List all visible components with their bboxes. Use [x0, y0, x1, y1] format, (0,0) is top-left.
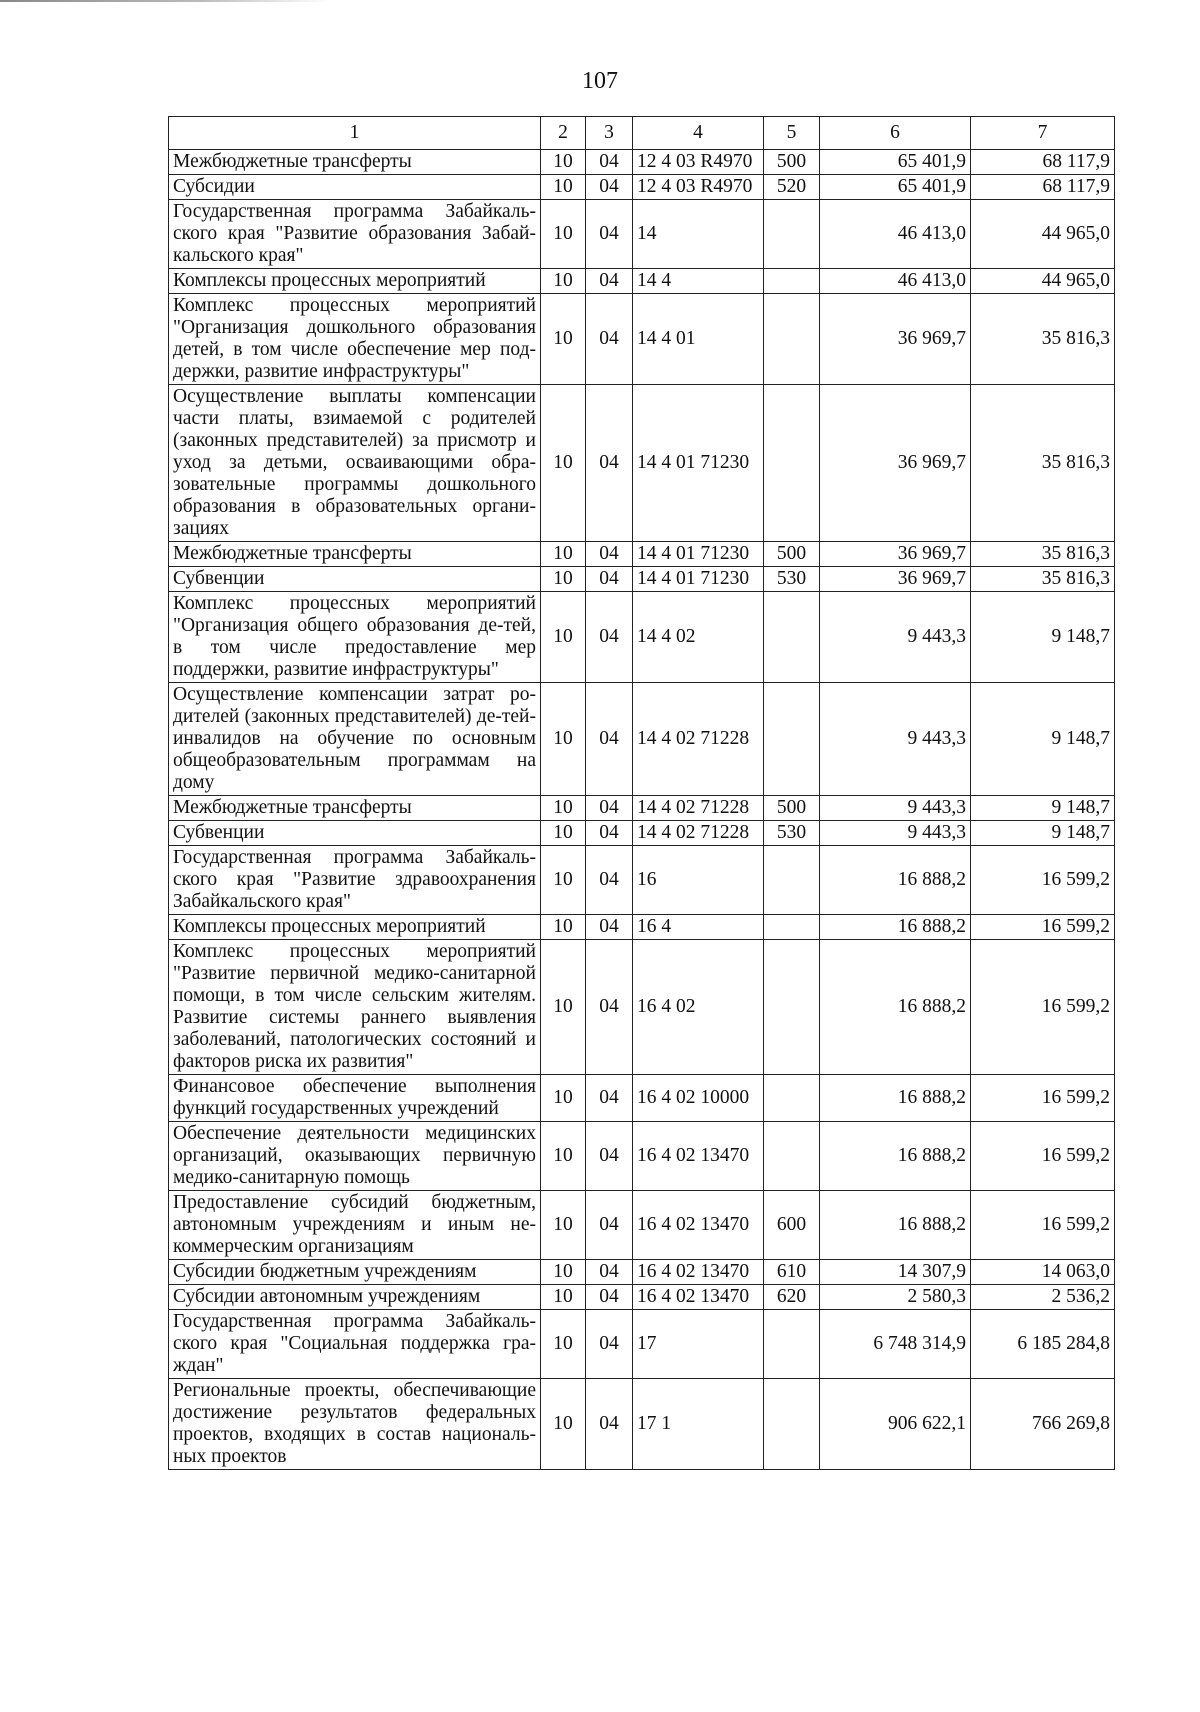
row-section-cell: 10 [541, 542, 586, 567]
row-amount-col7-cell: 9 148,7 [971, 683, 1115, 796]
row-amount-col6-cell: 9 443,3 [820, 821, 971, 846]
row-target-article-cell: 16 4 02 10000 [633, 1075, 764, 1122]
row-subsection-cell: 04 [586, 1122, 633, 1191]
row-section-cell: 10 [541, 150, 586, 175]
row-amount-col7-cell: 35 816,3 [971, 567, 1115, 592]
row-section-cell: 10 [541, 915, 586, 940]
row-subsection-cell: 04 [586, 1310, 633, 1379]
row-subsection-cell: 04 [586, 294, 633, 385]
row-target-article-cell: 16 4 02 13470 [633, 1191, 764, 1260]
row-target-article-cell: 14 4 [633, 269, 764, 294]
row-name-cell: Обеспечение деятельности медицинских организаций, оказывающих первичную медико-санитарную помощь [169, 1122, 541, 1191]
row-amount-col7-cell: 35 816,3 [971, 294, 1115, 385]
row-target-article-cell: 16 4 02 [633, 940, 764, 1075]
row-target-article-cell: 17 1 [633, 1379, 764, 1470]
row-amount-col6-cell: 36 969,7 [820, 567, 971, 592]
row-amount-col6-cell: 9 443,3 [820, 592, 971, 683]
row-name-cell: Осуществление выплаты компенсации части платы, взимаемой с родителей (законных представителей) за присмотр и уход за детьми, осваивающими обра-зовательные программы дошкольного образования в образовательных органи-зациях [169, 385, 541, 542]
table-row [169, 542, 1115, 567]
row-target-article-cell: 14 [633, 200, 764, 269]
header-col-5: 5 [764, 117, 820, 150]
table-row [169, 385, 1115, 542]
table-row [169, 567, 1115, 592]
row-subsection-cell: 04 [586, 1075, 633, 1122]
row-amount-col7-cell: 6 185 284,8 [971, 1310, 1115, 1379]
row-amount-col7-cell: 44 965,0 [971, 200, 1115, 269]
table-row [169, 1122, 1115, 1191]
row-name-cell: Комплексы процессных мероприятий [169, 915, 541, 940]
table-row [169, 269, 1115, 294]
row-amount-col7-cell: 16 599,2 [971, 915, 1115, 940]
table-row [169, 796, 1115, 821]
row-subsection-cell: 04 [586, 940, 633, 1075]
row-section-cell: 10 [541, 796, 586, 821]
scan-edge-line [0, 0, 330, 2]
row-expense-type-cell [764, 1075, 820, 1122]
row-expense-type-cell: 620 [764, 1285, 820, 1310]
header-col-1: 1 [169, 117, 541, 150]
row-name-cell: Субвенции [169, 567, 541, 592]
row-target-article-cell: 17 [633, 1310, 764, 1379]
row-target-article-cell: 14 4 02 71228 [633, 821, 764, 846]
row-section-cell: 10 [541, 385, 586, 542]
header-col-3: 3 [586, 117, 633, 150]
header-col-4: 4 [633, 117, 764, 150]
row-section-cell: 10 [541, 846, 586, 915]
row-amount-col6-cell: 46 413,0 [820, 200, 971, 269]
row-subsection-cell: 04 [586, 1379, 633, 1470]
row-section-cell: 10 [541, 1075, 586, 1122]
row-amount-col7-cell: 68 117,9 [971, 175, 1115, 200]
row-expense-type-cell [764, 385, 820, 542]
row-amount-col7-cell: 16 599,2 [971, 940, 1115, 1075]
row-name-cell: Предоставление субсидий бюджетным, автономным учреждениям и иным не-коммерческим организациям [169, 1191, 541, 1260]
row-expense-type-cell [764, 915, 820, 940]
row-name-cell: Осуществление компенсации затрат ро-дителей (законных представителей) де-тей-инвалидов на обучение по основным общеобразовательным программам на дому [169, 683, 541, 796]
row-name-cell: Комплекс процессных мероприятий "Организация дошкольного образования детей, в том числе обеспечение мер под-держки, развитие инфраструктуры" [169, 294, 541, 385]
row-amount-col6-cell: 65 401,9 [820, 175, 971, 200]
row-expense-type-cell: 600 [764, 1191, 820, 1260]
row-amount-col6-cell: 16 888,2 [820, 940, 971, 1075]
row-section-cell: 10 [541, 1310, 586, 1379]
row-subsection-cell: 04 [586, 175, 633, 200]
row-section-cell: 10 [541, 940, 586, 1075]
table-row [169, 592, 1115, 683]
row-expense-type-cell [764, 940, 820, 1075]
row-section-cell: 10 [541, 1122, 586, 1191]
row-amount-col6-cell: 36 969,7 [820, 294, 971, 385]
row-amount-col7-cell: 16 599,2 [971, 1075, 1115, 1122]
row-amount-col6-cell: 16 888,2 [820, 1191, 971, 1260]
row-target-article-cell: 14 4 01 71230 [633, 542, 764, 567]
table-row [169, 1075, 1115, 1122]
row-expense-type-cell [764, 846, 820, 915]
row-expense-type-cell [764, 1310, 820, 1379]
row-section-cell: 10 [541, 683, 586, 796]
row-amount-col7-cell: 16 599,2 [971, 1122, 1115, 1191]
row-target-article-cell: 14 4 02 [633, 592, 764, 683]
row-amount-col7-cell: 14 063,0 [971, 1260, 1115, 1285]
row-name-cell: Субсидии автономным учреждениям [169, 1285, 541, 1310]
row-amount-col7-cell: 9 148,7 [971, 821, 1115, 846]
row-amount-col6-cell: 14 307,9 [820, 1260, 971, 1285]
row-target-article-cell: 14 4 02 71228 [633, 796, 764, 821]
table-row [169, 1310, 1115, 1379]
row-name-cell: Субсидии бюджетным учреждениям [169, 1260, 541, 1285]
row-expense-type-cell: 530 [764, 567, 820, 592]
row-target-article-cell: 16 4 [633, 915, 764, 940]
row-name-cell: Финансовое обеспечение выполнения функций государственных учреждений [169, 1075, 541, 1122]
row-subsection-cell: 04 [586, 1285, 633, 1310]
row-section-cell: 10 [541, 1285, 586, 1310]
row-target-article-cell: 12 4 03 R4970 [633, 150, 764, 175]
row-subsection-cell: 04 [586, 567, 633, 592]
table-row [169, 846, 1115, 915]
row-subsection-cell: 04 [586, 385, 633, 542]
row-name-cell: Комплекс процессных мероприятий "Развитие первичной медико-санитарной помощи, в том числе сельским жителям. Развитие системы раннего выявления заболеваний, патологических состояний и факторов риска их развития" [169, 940, 541, 1075]
row-amount-col7-cell: 68 117,9 [971, 150, 1115, 175]
row-name-cell: Государственная программа Забайкаль-ского края "Развитие образования Забай-кальского края" [169, 200, 541, 269]
row-expense-type-cell: 500 [764, 542, 820, 567]
row-amount-col6-cell: 16 888,2 [820, 1122, 971, 1191]
row-section-cell: 10 [541, 294, 586, 385]
row-section-cell: 10 [541, 175, 586, 200]
row-amount-col6-cell: 16 888,2 [820, 1075, 971, 1122]
row-amount-col6-cell: 16 888,2 [820, 915, 971, 940]
row-section-cell: 10 [541, 200, 586, 269]
table-row [169, 940, 1115, 1075]
row-section-cell: 10 [541, 1379, 586, 1470]
table-row [169, 294, 1115, 385]
table-row [169, 1260, 1115, 1285]
row-expense-type-cell [764, 1122, 820, 1191]
row-target-article-cell: 14 4 01 71230 [633, 567, 764, 592]
row-target-article-cell: 16 4 02 13470 [633, 1260, 764, 1285]
row-subsection-cell: 04 [586, 150, 633, 175]
row-subsection-cell: 04 [586, 542, 633, 567]
row-amount-col7-cell: 9 148,7 [971, 592, 1115, 683]
row-target-article-cell: 14 4 02 71228 [633, 683, 764, 796]
table-row [169, 1379, 1115, 1470]
row-amount-col7-cell: 766 269,8 [971, 1379, 1115, 1470]
table-row [169, 1285, 1115, 1310]
row-amount-col6-cell: 16 888,2 [820, 846, 971, 915]
row-name-cell: Комплексы процессных мероприятий [169, 269, 541, 294]
row-expense-type-cell [764, 294, 820, 385]
header-row [169, 117, 1115, 150]
row-amount-col6-cell: 9 443,3 [820, 683, 971, 796]
row-expense-type-cell: 500 [764, 150, 820, 175]
header-col-2: 2 [541, 117, 586, 150]
table-row [169, 175, 1115, 200]
row-expense-type-cell [764, 200, 820, 269]
row-subsection-cell: 04 [586, 269, 633, 294]
row-amount-col7-cell: 2 536,2 [971, 1285, 1115, 1310]
row-subsection-cell: 04 [586, 592, 633, 683]
table-row [169, 915, 1115, 940]
row-expense-type-cell: 520 [764, 175, 820, 200]
row-subsection-cell: 04 [586, 1191, 633, 1260]
row-amount-col6-cell: 906 622,1 [820, 1379, 971, 1470]
table-row [169, 200, 1115, 269]
row-amount-col7-cell: 44 965,0 [971, 269, 1115, 294]
row-section-cell: 10 [541, 269, 586, 294]
row-amount-col7-cell: 16 599,2 [971, 846, 1115, 915]
row-expense-type-cell [764, 683, 820, 796]
row-amount-col6-cell: 2 580,3 [820, 1285, 971, 1310]
header-col-6: 6 [820, 117, 971, 150]
row-target-article-cell: 16 4 02 13470 [633, 1285, 764, 1310]
row-subsection-cell: 04 [586, 796, 633, 821]
row-amount-col6-cell: 9 443,3 [820, 796, 971, 821]
table-body [169, 150, 1115, 1470]
row-name-cell: Комплекс процессных мероприятий "Организация общего образования де-тей, в том числе предоставление мер поддержки, развитие инфраструктуры" [169, 592, 541, 683]
row-amount-col7-cell: 35 816,3 [971, 542, 1115, 567]
row-section-cell: 10 [541, 567, 586, 592]
row-target-article-cell: 14 4 01 71230 [633, 385, 764, 542]
row-amount-col6-cell: 36 969,7 [820, 385, 971, 542]
row-subsection-cell: 04 [586, 1260, 633, 1285]
row-section-cell: 10 [541, 1260, 586, 1285]
row-subsection-cell: 04 [586, 915, 633, 940]
row-name-cell: Субвенции [169, 821, 541, 846]
row-target-article-cell: 16 4 02 13470 [633, 1122, 764, 1191]
row-subsection-cell: 04 [586, 200, 633, 269]
row-target-article-cell: 12 4 03 R4970 [633, 175, 764, 200]
row-section-cell: 10 [541, 821, 586, 846]
row-amount-col6-cell: 65 401,9 [820, 150, 971, 175]
row-expense-type-cell: 530 [764, 821, 820, 846]
row-target-article-cell: 14 4 01 [633, 294, 764, 385]
row-name-cell: Государственная программа Забайкаль-ского края "Развитие здравоохранения Забайкальского края" [169, 846, 541, 915]
row-name-cell: Субсидии [169, 175, 541, 200]
row-expense-type-cell [764, 269, 820, 294]
header-col-7: 7 [971, 117, 1115, 150]
row-name-cell: Региональные проекты, обеспечивающие достижение результатов федеральных проектов, входящих в состав националь-ных проектов [169, 1379, 541, 1470]
row-target-article-cell: 16 [633, 846, 764, 915]
table-row [169, 821, 1115, 846]
row-amount-col6-cell: 46 413,0 [820, 269, 971, 294]
row-expense-type-cell [764, 1379, 820, 1470]
row-expense-type-cell [764, 592, 820, 683]
row-amount-col6-cell: 36 969,7 [820, 542, 971, 567]
table-row [169, 1191, 1115, 1260]
row-amount-col6-cell: 6 748 314,9 [820, 1310, 971, 1379]
row-amount-col7-cell: 16 599,2 [971, 1191, 1115, 1260]
row-expense-type-cell: 500 [764, 796, 820, 821]
row-expense-type-cell: 610 [764, 1260, 820, 1285]
row-amount-col7-cell: 35 816,3 [971, 385, 1115, 542]
row-subsection-cell: 04 [586, 683, 633, 796]
table-row [169, 150, 1115, 175]
row-amount-col7-cell: 9 148,7 [971, 796, 1115, 821]
row-subsection-cell: 04 [586, 846, 633, 915]
row-subsection-cell: 04 [586, 821, 633, 846]
table-row [169, 683, 1115, 796]
row-name-cell: Межбюджетные трансферты [169, 150, 541, 175]
row-section-cell: 10 [541, 1191, 586, 1260]
row-name-cell: Государственная программа Забайкаль-ского края "Социальная поддержка гра-ждан" [169, 1310, 541, 1379]
page-number: 107 [582, 68, 618, 94]
row-section-cell: 10 [541, 592, 586, 683]
budget-table [168, 116, 1115, 1470]
row-name-cell: Межбюджетные трансферты [169, 542, 541, 567]
row-name-cell: Межбюджетные трансферты [169, 796, 541, 821]
